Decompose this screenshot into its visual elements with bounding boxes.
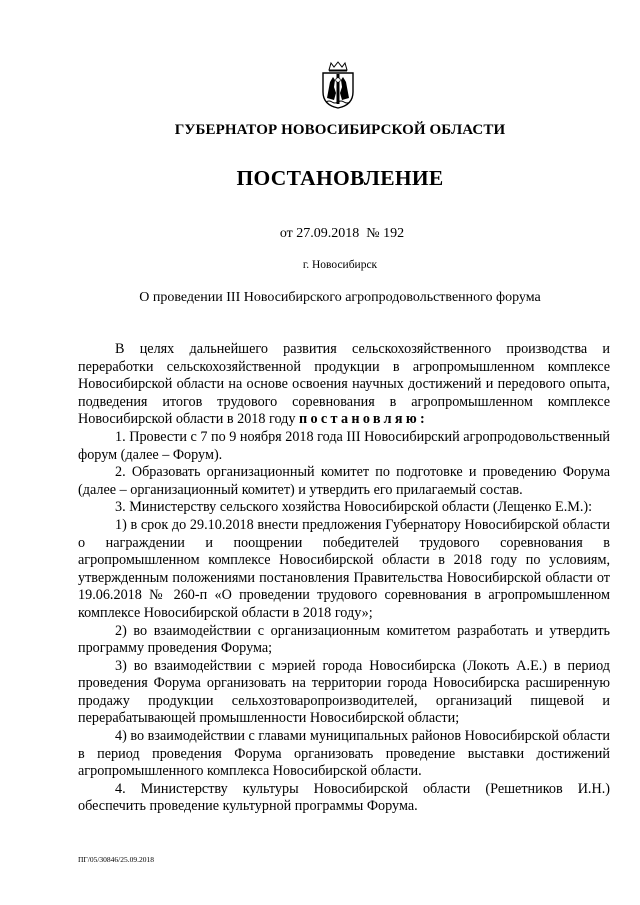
clause-3-3: 3) во взаимодействии с мэрией города Новосибирска (Локоть А.Е.) в период проведения Форума организовать на территории города Новосибирска расширенную продажу продукции сельхозтоваропроизводителей, организаций пищевой и перерабатывающей промышленности Новосибирской области;	[78, 657, 610, 727]
document-subject: О проведении III Новосибирского агропродовольственного форума	[139, 290, 541, 305]
clause-3-2: 2) во взаимодействии с организационным комитетом разработать и утвердить программу проведения Форума;	[78, 622, 610, 657]
date-prefix: от	[279, 226, 293, 241]
preamble-text: В целях дальнейшего развития сельскохозяйственного производства и переработки сельскохозяйственной продукции в агропромышленном комплексе Новосибирской области на основе освоения научных достижений и передового опыта, подведения итогов трудового соревнования в агропромышленном комплексе Новосибирской области в 2018 году	[78, 341, 610, 428]
clause-4: 4. Министерству культуры Новосибирской области (Решетников И.Н.) обеспечить проведение культурной программы Форума.	[78, 780, 610, 815]
city-line: г. Новосибирск	[302, 259, 378, 271]
clause-3-1: 1) в срок до 29.10.2018 внести предложения Губернатору Новосибирской области о награждении и поощрении победителей трудового соревнования в агропромышленном комплексе Новосибирской области в 2018 году по условиям, утвержденным положениями постановления Правительства Новосибирской области от 19.06.2018 № 260-п «О проведении трудового соревнования в агропромышленном комплексе Новосибирской области в 2018 году»;	[78, 516, 610, 621]
document-type-title: ПОСТАНОВЛЕНИЕ	[236, 166, 444, 190]
number-prefix: №	[366, 226, 380, 241]
document-body	[78, 341, 610, 816]
decree-colon: :	[420, 411, 425, 428]
footer-doc-code: ПГ/05/30846/25.09.2018	[78, 855, 155, 864]
decree-word: постановляю	[299, 411, 421, 428]
organization-title: ГУБЕРНАТОР НОВОСИБИРСКОЙ ОБЛАСТИ	[174, 122, 506, 138]
document-number: 192	[383, 226, 405, 241]
clause-3: 3. Министерству сельского хозяйства Новосибирской области (Лещенко Е.М.):	[115, 499, 593, 516]
coat-of-arms-icon	[318, 60, 358, 110]
preamble-paragraph	[78, 341, 610, 429]
document-date: 27.09.2018	[296, 226, 360, 241]
clause-2: 2. Образовать организационный комитет по подготовке и проведению Форума (далее – организационный комитет) и утвердить его прилагаемый состав.	[78, 464, 610, 498]
clause-3-4: 4) во взаимодействии с главами муниципальных районов Новосибирской области в период проведения Форума организовать проведение выставки достижений агропромышленного комплекса Новосибирской области.	[78, 728, 610, 780]
date-number-line	[0, 226, 640, 242]
clause-1: 1. Провести с 7 по 9 ноября 2018 года III Новосибирский агропродовольственный форум (далее – Форум).	[78, 428, 610, 463]
